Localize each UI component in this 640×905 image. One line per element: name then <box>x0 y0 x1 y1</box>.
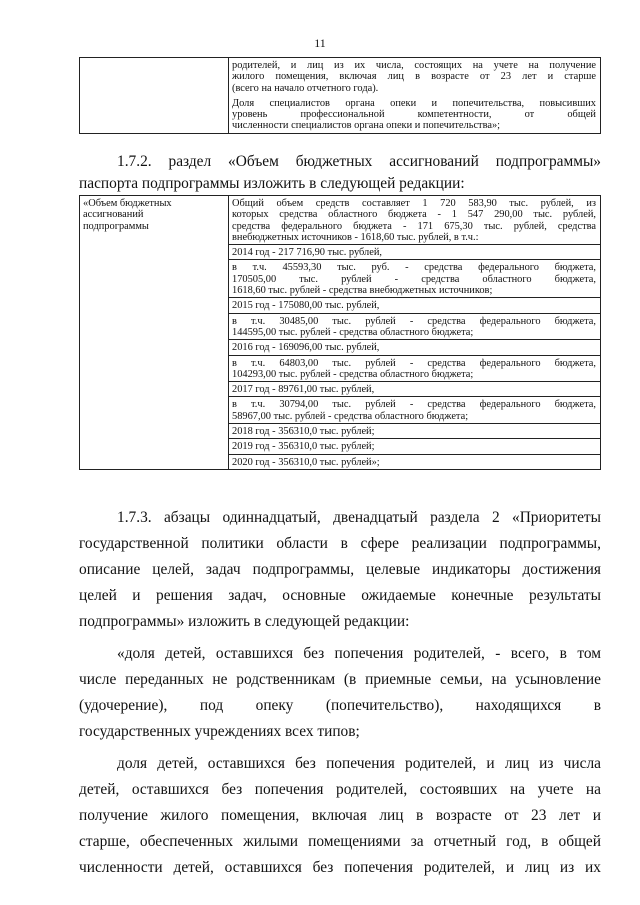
budget-segment <box>229 423 600 438</box>
budget-line: 2020 год - 356310,0 тыс. рублей»; <box>232 456 380 468</box>
budget-line: Общий объем средств составляет 1 720 583,90 тыс. рублей, из <box>232 198 596 209</box>
label-line: подпрограммы <box>83 220 149 232</box>
budget-line: в т.ч. 45593,30 тыс. руб. - средства федерального бюджета, <box>232 262 596 274</box>
section-173-line: подпрограммы» изложить в следующей редакции: <box>79 613 410 630</box>
quote-paragraph-line: государственных учреждениях всех типов; <box>79 723 360 740</box>
budget-table-content-cell <box>229 196 601 470</box>
page-number: 11 <box>314 36 326 50</box>
budget-table <box>79 195 601 470</box>
budget-line: 2018 год - 356310,0 тыс. рублей; <box>232 426 375 438</box>
budget-line: в т.ч. 64803,00 тыс. рублей - средства федерального бюджета, <box>232 357 596 369</box>
budget-line: 2015 год - 175080,00 тыс. рублей, <box>232 300 380 312</box>
section-172-line: 1.7.2. раздел «Объем бюджетных ассигнований подпрограммы» <box>117 153 601 170</box>
quote-paragraph-line: старше, обеспеченных жилыми помещениями за отчетный год, в общей <box>79 833 601 850</box>
budget-segment <box>229 454 600 469</box>
budget-line: 1618,60 тыс. рублей - средства внебюджетных источников; <box>232 285 493 297</box>
budget-line: 2014 год - 217 716,90 тыс. рублей, <box>232 247 383 259</box>
budget-line: 104293,00 тыс. рублей - средства областного бюджета; <box>232 368 474 380</box>
budget-segment <box>229 259 600 297</box>
budget-line: внебюджетных источников - 1618,60 тыс. рублей, в т.ч.: <box>232 231 479 243</box>
quote-paragraph-line: получение жилого помещения, включая лиц в возрасте от 23 лет и <box>79 807 601 824</box>
budget-line: 2016 год - 169096,00 тыс. рублей, <box>232 342 380 354</box>
table-text-line: Доля специалистов органа опеки и попечительства, повысивших <box>232 97 596 109</box>
budget-line: 2017 год - 89761,00 тыс. рублей, <box>232 384 375 396</box>
budget-line: в т.ч. 30794,00 тыс. рублей - средства федерального бюджета, <box>232 399 596 411</box>
budget-line: 58967,00 тыс. рублей - средства областного бюджета; <box>232 410 469 422</box>
budget-segment <box>229 438 600 453</box>
quote-paragraph-line: (удочерение), под опеку (попечительство), находящихся в <box>79 697 601 714</box>
budget-segment <box>229 381 600 396</box>
table-continuation <box>79 57 601 134</box>
budget-segment <box>229 297 600 312</box>
quote-paragraph-line: численности детей, оставшихся без попечения родителей, и лиц из их <box>79 859 601 876</box>
section-173-line: государственной политики области в сфере реализации подпрограммы, <box>79 535 601 552</box>
section-173-line: целей и решения задач, основные ожидаемые конечные результаты <box>79 587 601 604</box>
table-segment <box>229 95 600 133</box>
quote-paragraph-line: «доля детей, оставшихся без попечения родителей, - всего, в том <box>117 645 601 662</box>
table-segment <box>229 58 600 95</box>
budget-segment <box>229 313 600 340</box>
budget-line: 144595,00 тыс. рублей - средства областного бюджета; <box>232 326 474 338</box>
quote-paragraph-line: доля детей, оставшихся без попечения родителей, и лиц из числа <box>117 755 601 772</box>
quote-paragraph-line: детей, оставшихся без попечения родителей, состоявших на учете на <box>79 781 601 798</box>
budget-line: 2019 год - 356310,0 тыс. рублей; <box>232 441 375 453</box>
budget-segment <box>229 196 600 244</box>
budget-line: средства федерального бюджета - 171 675,30 тыс. рублей, средства <box>232 220 596 232</box>
table-text-line: жилого помещения, включая лиц в возрасте от 23 лет и старше <box>232 71 596 83</box>
table-text-line: уровень профессиональной компетентности, от общей <box>232 109 596 121</box>
budget-table-label-cell <box>80 196 229 470</box>
budget-segment <box>229 339 600 354</box>
section-173-line: 1.7.3. абзацы одиннадцатый, двенадцатый раздела 2 «Приоритеты <box>117 509 601 526</box>
budget-line: 170505,00 тыс. рублей - средства областного бюджета, <box>232 273 596 285</box>
section-172-line: паспорта подпрограммы изложить в следующей редакции: <box>79 175 465 192</box>
budget-line: которых средства областного бюджета - 1 547 290,00 тыс. рублей, <box>232 209 596 221</box>
table-text-line: (всего на начало отчетного года). <box>232 82 379 94</box>
table-text-line: численности специалистов органа опеки и попечительства»; <box>232 120 501 132</box>
quote-paragraph-line: числе переданных не родственникам (в приемные семьи, на усыновление <box>79 671 601 688</box>
table-right-cell <box>229 58 601 134</box>
table-left-empty-cell <box>80 58 229 134</box>
table-text-line: родителей, и лиц из их числа, состоящих на учете на получение <box>232 60 596 71</box>
section-173-line: описание целей, задач подпрограммы, целевые индикаторы достижения <box>79 561 601 578</box>
budget-line: в т.ч. 30485,00 тыс. рублей - средства федерального бюджета, <box>232 315 596 327</box>
label-line: «Объем бюджетных <box>83 198 172 209</box>
budget-segment <box>229 244 600 259</box>
label-line: ассигнований <box>83 209 144 221</box>
budget-segment <box>229 355 600 382</box>
budget-segment <box>229 396 600 423</box>
